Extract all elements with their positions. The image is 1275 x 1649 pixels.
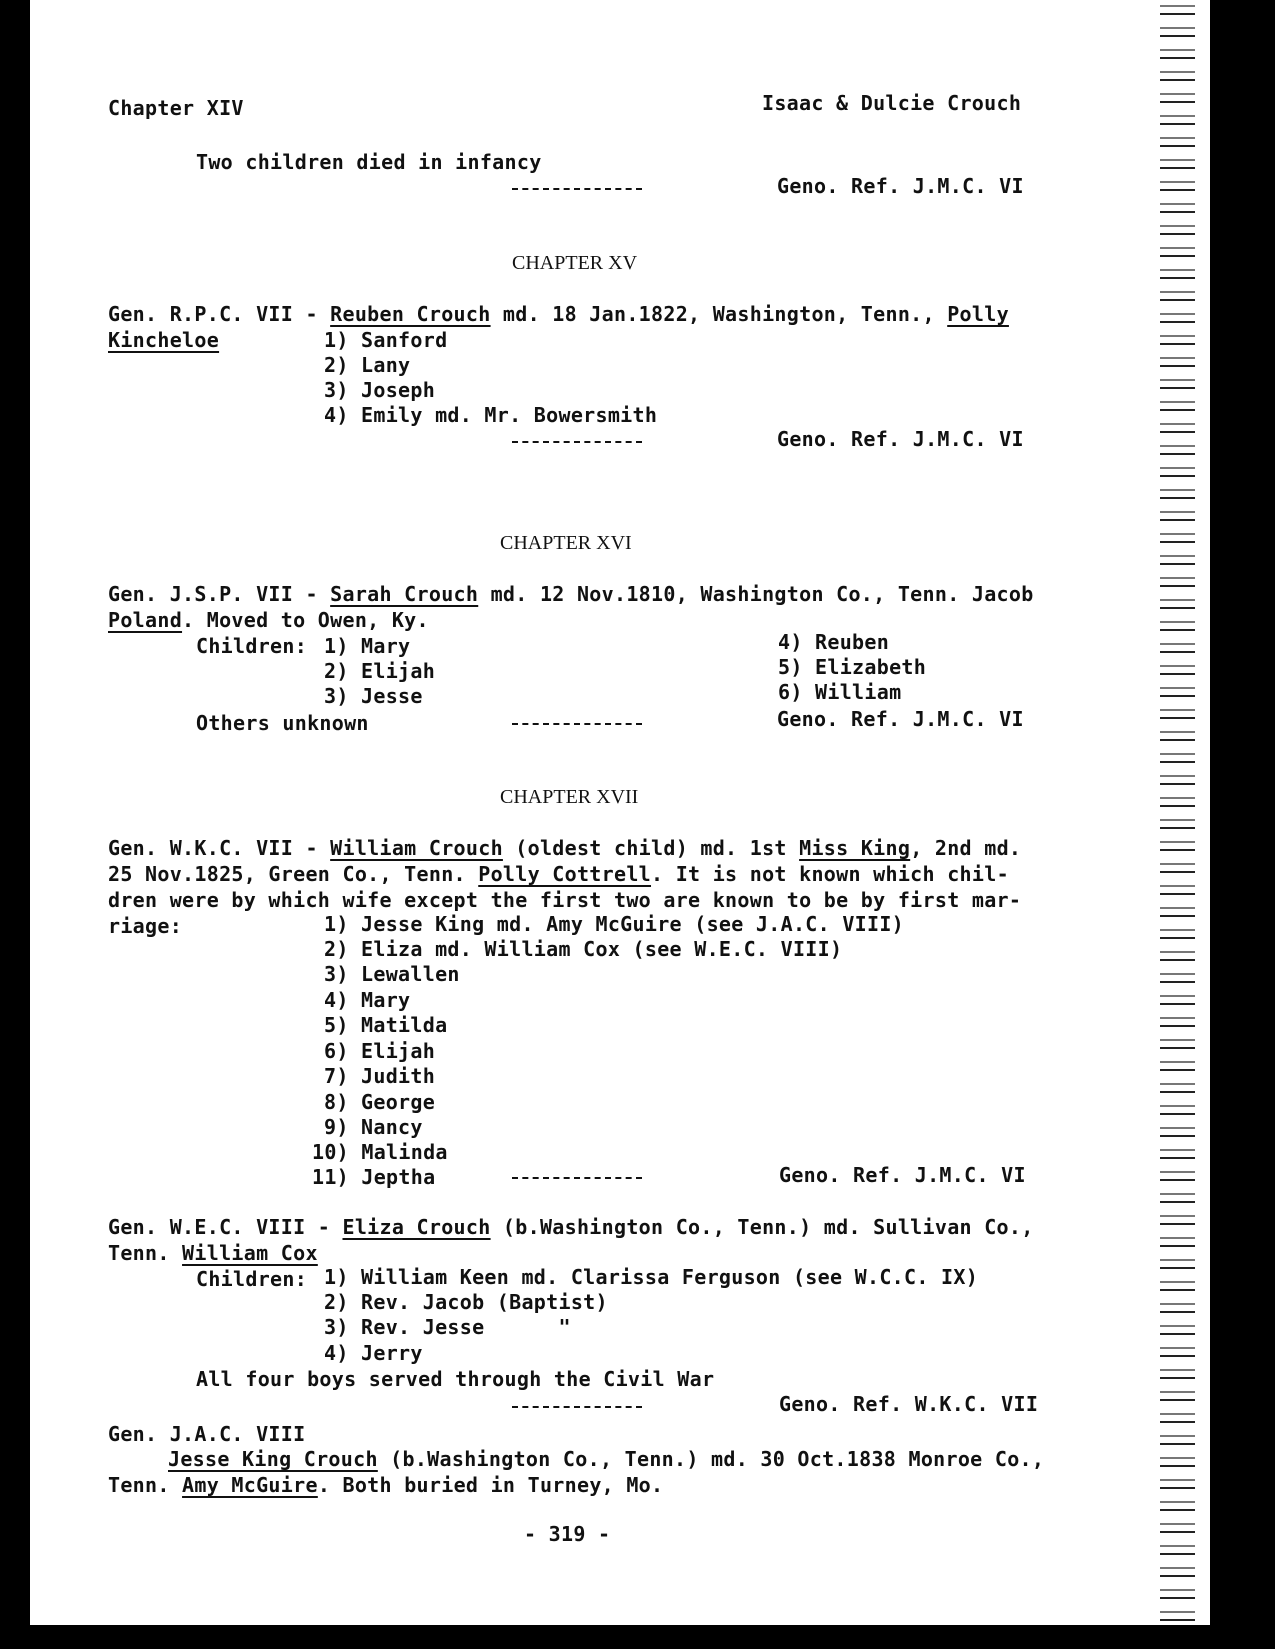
list-item: 6) William	[778, 680, 902, 704]
spouse-name: Miss King	[799, 836, 911, 860]
list-item: 6) Elijah	[324, 1039, 436, 1063]
list-item: 4) Reuben	[778, 630, 890, 654]
wec-note: All four boys served through the Civil War	[196, 1367, 715, 1391]
chapter-title: CHAPTER XV	[512, 252, 638, 274]
divider	[512, 1406, 642, 1408]
ch15-entry: Gen. R.P.C. VII - Reuben Crouch md. 18 Jan.1822, Washington, Tenn., Polly	[108, 302, 1009, 326]
spouse-name: Poland	[108, 608, 183, 632]
body-text: dren were by which wife except the first two are known to be by first mar-	[108, 888, 1022, 912]
divider	[512, 1177, 642, 1179]
wkc-ref: Geno. Ref. J.M.C. VI	[779, 1163, 1026, 1187]
list-item: 5) Matilda	[324, 1013, 448, 1037]
ch16-ref: Geno. Ref. J.M.C. VI	[777, 707, 1024, 731]
list-item: 3) Joseph	[324, 378, 436, 402]
list-item: 1) William Keen md. Clarissa Ferguson (see W.C.C. IX)	[324, 1265, 979, 1289]
ch16-entry: Gen. J.S.P. VII - Sarah Crouch md. 12 Nov.1810, Washington Co., Tenn. Jacob	[108, 582, 1034, 606]
chapter-title: CHAPTER XVI	[500, 532, 632, 554]
person-name: William Crouch	[330, 836, 503, 860]
person-name: Eliza Crouch	[342, 1215, 491, 1239]
wec-entry: Gen. W.E.C. VIII - Eliza Crouch (b.Washington Co., Tenn.) md. Sullivan Co.,	[108, 1215, 1034, 1239]
list-item: 1) Sanford	[324, 328, 448, 352]
list-item: 3) Rev. Jesse "	[324, 1315, 571, 1339]
list-item: 5) Elizabeth	[778, 655, 927, 679]
spouse-name: William Cox	[182, 1241, 318, 1265]
list-item: 10) Malinda	[312, 1140, 448, 1164]
children-label: Children:	[196, 1267, 308, 1291]
ch14-line: Two children died in infancy	[196, 150, 542, 174]
header-chapter: Chapter XIV	[108, 96, 244, 120]
list-item: 4) Jerry	[324, 1341, 423, 1365]
jac-entry: Jesse King Crouch (b.Washington Co., Tenn.) md. 30 Oct.1838 Monroe Co.,	[168, 1447, 1045, 1471]
spouse-name: Polly	[947, 302, 1009, 326]
header-family: Isaac & Dulcie Crouch	[762, 91, 1022, 115]
spouse-name: Kincheloe	[108, 328, 220, 352]
list-item: 7) Judith	[324, 1064, 436, 1088]
list-item: 1) Mary	[324, 634, 411, 658]
list-item: 4) Mary	[324, 988, 411, 1012]
list-item: 2) Rev. Jacob (Baptist)	[324, 1290, 608, 1314]
list-item: 1) Jesse King md. Amy McGuire (see J.A.C. VIII)	[324, 912, 905, 936]
list-item: 2) Eliza md. William Cox (see W.E.C. VIII)	[324, 937, 843, 961]
jac-heading: Gen. J.A.C. VIII	[108, 1422, 306, 1446]
list-item: 4) Emily md. Mr. Bowersmith	[324, 403, 658, 427]
list-item: 9) Nancy	[324, 1115, 423, 1139]
list-item: 3) Lewallen	[324, 962, 460, 986]
others-note: Others unknown	[196, 711, 369, 735]
ch14-ref: Geno. Ref. J.M.C. VI	[777, 174, 1024, 198]
body-text: riage:	[108, 914, 183, 938]
spouse-name: Polly Cottrell	[478, 862, 652, 886]
person-name: Sarah Crouch	[330, 582, 479, 606]
list-item: 11) Jeptha	[312, 1165, 436, 1189]
divider	[512, 723, 642, 725]
divider	[512, 441, 642, 443]
list-item: 2) Lany	[324, 353, 411, 377]
ch15-ref: Geno. Ref. J.M.C. VI	[777, 427, 1024, 451]
wkc-entry: Gen. W.K.C. VII - William Crouch (oldest child) md. 1st Miss King, 2nd md.	[108, 836, 1022, 860]
person-name: Jesse King Crouch	[168, 1447, 378, 1471]
list-item: 8) George	[324, 1090, 436, 1114]
page-number: - 319 -	[524, 1522, 611, 1546]
person-name: Reuben Crouch	[330, 302, 491, 326]
wec-ref: Geno. Ref. W.K.C. VII	[779, 1392, 1039, 1416]
children-label: Children:	[196, 634, 308, 658]
chapter-title: CHAPTER XVII	[500, 786, 639, 808]
list-item: 2) Elijah	[324, 659, 436, 683]
list-item: 3) Jesse	[324, 684, 423, 708]
divider	[512, 188, 642, 190]
spouse-name: Amy McGuire	[182, 1473, 318, 1497]
